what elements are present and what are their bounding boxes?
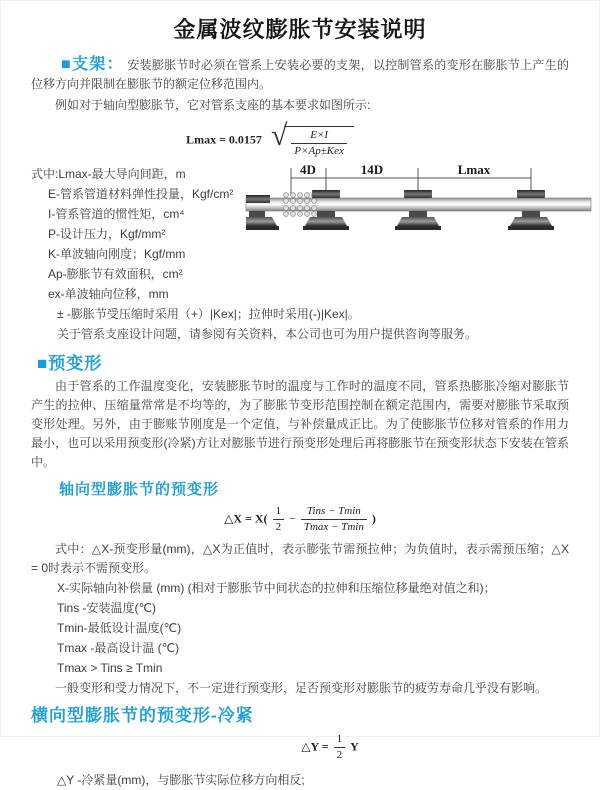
fraction-numerator: 1 xyxy=(334,733,346,748)
predeform-paragraph: 由于管系的工作温度变化，安装膨胀节时的温度与工作时的温度不同，管系热膨胀冷缩对膨胀节产生的拉伸、压缩量常常是不均等的，为了膨胀节变形范围控制在额定范围内，需要对膨胀节采取预变形处理。另外，由于膨账节刚度是一个定值，与补偿量成正比。为了使膨胀节位移对管系的作用力最小，也可以采用预变形(冷紧)方让对膨胀节进行预变形处理后再将膨胀节在预变形状态下安装在管系中。 xyxy=(31,379,569,469)
lmax-formula-numerator: E×I xyxy=(291,129,347,144)
plusminus-note: ± -膨胀节受压缩时采用（+）|Kex|；拉伸时采用(-)|Kex|。 xyxy=(57,307,360,321)
definition-line: K-单波轴向刚度；Kgf/mm xyxy=(48,247,186,261)
consult-note: 关于管系支座设计问题，请参阅有关资料，本公司也可为用户提供咨询等服务。 xyxy=(57,327,478,341)
fraction-denominator: 2 xyxy=(336,749,343,761)
axial-formula-rhs: ) xyxy=(371,511,376,526)
definition-line: Tins -安装温度(℃) xyxy=(57,601,157,615)
fraction-denominator: Tmax − Tmin xyxy=(303,521,364,533)
definition-line: 式中:Lmax-最大导向间距，m xyxy=(31,167,186,181)
predeform-section-heading: ■预变形 xyxy=(37,354,103,373)
pipe-support-diagram-svg xyxy=(246,162,591,258)
lateral-definition-line: △Y -冷紧量(mm)，与膨胀节实际位移方向相反; xyxy=(57,773,305,787)
support-intro-text: 安装膨胀节时必须在管系上安装必要的支架，以控制管系的变形在膨胀节上产生的位移方向并限制在膨胀节的额定位移范围内。 xyxy=(31,58,569,91)
axial-subsection-heading: 轴向型膨胀节的预变形 xyxy=(59,481,220,498)
lmax-formula-denominator: P×Ap±Kex xyxy=(294,145,344,157)
definition-line: Tmax -最高设计温 (℃) xyxy=(57,641,180,655)
lmax-formula xyxy=(31,119,509,158)
axial-formula-explanation: 式中：△X-预变形量(mm)，△X为正值时，表示膨张节需预拉伸；为负值时，表示需预压缩；△X = 0时表示不需预变形。 xyxy=(31,542,569,575)
dim-label-14d: 14D xyxy=(360,162,384,177)
lateral-formula-lhs: △Y = xyxy=(301,739,329,754)
minus-operator: − xyxy=(289,511,296,526)
definition-line: E-管系管道材料弹性投量，Kgf/cm² xyxy=(48,187,234,201)
definition-line: I-管系管道的惯性矩，cm⁴ xyxy=(48,207,185,221)
support-example-line: 例如对于轴向型膨胀节，它对管系支座的基本要求如图所示: xyxy=(55,98,371,112)
axial-note: 一般变形和受力情况下，不一定进行预变形，足否预变形对膨胀节的疲劳寿命几乎没有影响。 xyxy=(55,681,548,695)
radical-sign-icon: √ xyxy=(270,119,288,152)
temperature-ratio-fraction xyxy=(301,505,367,534)
fraction-denominator: 2 xyxy=(275,521,282,533)
sqrt-radical xyxy=(270,119,354,158)
lateral-subsection-heading: 横向型膨胀节的预变形-冷紧 xyxy=(31,706,254,725)
definition-line: Tmin-最低设计温度(℃) xyxy=(57,621,182,635)
axial-predeform-formula xyxy=(31,505,569,534)
definition-line: Tmax > Tins ≥ Tmin xyxy=(57,661,163,675)
page-title: 金属波纹膨胀节安装说明 xyxy=(173,17,427,42)
support-intro-paragraph xyxy=(31,55,569,94)
definitions-and-diagram xyxy=(31,164,569,304)
lateral-predeform-formula xyxy=(91,733,569,762)
fraction-numerator: Tins − Tmin xyxy=(301,505,367,520)
support-section-heading: ■支架： xyxy=(61,56,124,73)
axial-definitions-list xyxy=(31,578,569,678)
definition-line: ex-单波轴向位移，mm xyxy=(48,287,169,301)
definition-line: P-设计压力，Kgf/mm² xyxy=(48,227,166,241)
dim-label-lmax: Lmax xyxy=(457,162,491,177)
pipe-support-diagram xyxy=(246,162,591,258)
axial-formula-lhs: △X = X( xyxy=(224,511,268,526)
lmax-formula-lhs: Lmax = 0.0157 xyxy=(186,132,262,147)
definition-line: Ap-膨胀节有效面积，cm² xyxy=(48,267,183,281)
one-half-fraction xyxy=(334,733,346,762)
dim-label-4d: 4D xyxy=(300,162,316,177)
definition-line: X-实际轴向补偿量 (mm) (相对于膨胀节中间状态的拉伸和压缩位移量绝对值之和)； xyxy=(57,581,496,595)
fraction-numerator: 1 xyxy=(273,505,285,520)
lateral-formula-rhs: Y xyxy=(350,739,359,754)
one-half-fraction xyxy=(273,505,285,534)
